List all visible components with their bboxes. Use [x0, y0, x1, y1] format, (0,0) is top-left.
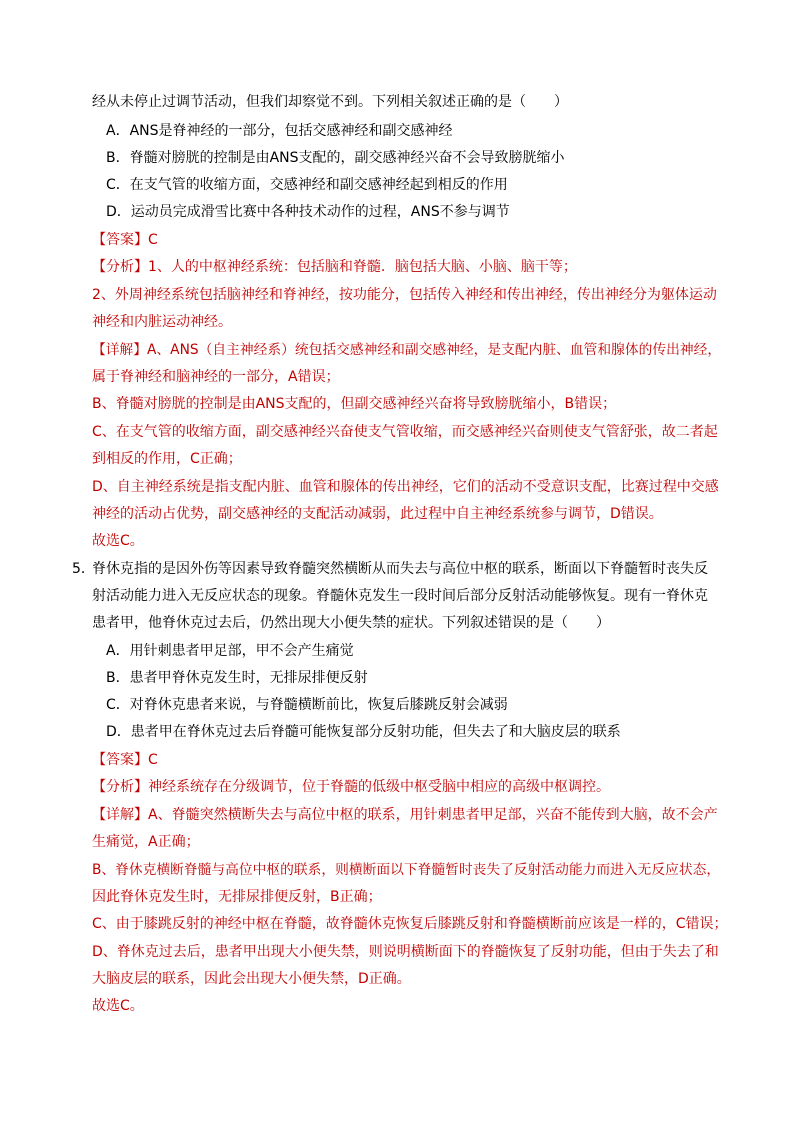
q5-option-d: D．患者甲在脊休克过去后脊髓可能恢复部分反射功能，但失去了和大脑皮层的联系	[106, 724, 621, 740]
q5-analysis-text-1: 神经系统存在分级调节，位于脊髓的低级中枢受脑中相应的高级中枢调控。	[148, 779, 610, 795]
q4-analysis-line-2: 2、外周神经系统包括脑神经和脊神经，按功能分，包括传入神经和传出神经，传出神经分为躯体运动	[92, 287, 717, 303]
q5-detail-line-1	[92, 805, 718, 825]
q4-analysis-text-1: 1、人的中枢神经系统：包括脑和脊髓．脑包括大脑、小脑、脑干等；	[148, 259, 577, 275]
q4-option-c: C．在支气管的收缩方面，交感神经和副交感神经起到相反的作用	[106, 177, 508, 193]
q4-answer	[92, 230, 158, 250]
q5-detail-text-1: A、脊髓突然横断失去与高位中枢的联系，用针刺患者甲足部，兴奋不能传到大脑，故不会产	[148, 807, 718, 823]
q5-stem-line-3: 患者甲，他脊休克过去后，仍然出现大小便失禁的症状。下列叙述错误的是（ ）	[92, 615, 610, 631]
q4-detail-line-2: 属于脊神经和脑神经的一部分，A错误；	[92, 369, 340, 385]
q5-stem-line-2: 射活动能力进入无反应状态的现象。脊髓休克发生一段时间后部分反射活动能够恢复。现有一脊休克	[92, 588, 708, 604]
q4-detail-line-6: D、自主神经系统是指支配内脏、血管和腺体的传出神经，它们的活动不受意识支配，比赛过程中交感	[92, 479, 719, 495]
q5-detail-line-7: 大脑皮层的联系，因此会出现大小便失禁，D正确。	[92, 971, 411, 987]
q5-detail-line-2: 生痛觉，A正确；	[92, 834, 200, 850]
q4-answer-value: C	[148, 232, 158, 248]
q4-detail-line-5: 到相反的作用，C正确；	[92, 451, 242, 467]
q5-answer	[92, 750, 158, 770]
q5-number: 5．	[72, 561, 95, 577]
q4-detail-line-1	[92, 340, 721, 360]
q5-detail-line-3: B、脊休克横断脊髓与高位中枢的联系，则横断面以下脊髓暂时丧失了反射活动能力而进入无反应状态，	[92, 862, 721, 878]
q5-option-c: C．对脊休克患者来说，与脊髓横断前比，恢复后膝跳反射会减弱	[106, 697, 508, 713]
q5-stem-line-1: 脊休克指的是因外伤等因素导致脊髓突然横断从而失去与高位中枢的联系，断面以下脊髓暂时丧失反	[92, 561, 708, 577]
q5-option-a: A．用针刺患者甲足部，甲不会产生痛觉	[106, 643, 354, 659]
q4-option-d: D．运动员完成滑雪比赛中各种技术动作的过程，ANS不参与调节	[106, 204, 510, 220]
q4-detail-line-4: C、在支气管的收缩方面，副交感神经兴奋使支气管收缩，而交感神经兴奋则使支气管舒张，故二者起	[92, 424, 718, 440]
q5-answer-value: C	[148, 752, 158, 768]
q4-detail-line-8: 故选C。	[92, 533, 144, 549]
q4-analysis-line-3: 神经和内脏运动神经。	[92, 314, 232, 330]
q5-detail-line-5: C、由于膝跳反射的神经中枢在脊髓，故脊髓休克恢复后膝跳反射和脊髓横断前应该是一样的，C错误；	[92, 916, 728, 932]
q4-analysis-line-1	[92, 257, 577, 277]
q4-detail-line-7: 神经的活动占优势，副交感神经的支配活动减弱，此过程中自主神经系统参与调节，D错误。	[92, 506, 663, 522]
q4-stem-tail: 经从未停止过调节活动，但我们却察觉不到。下列相关叙述正确的是（ ）	[92, 94, 568, 110]
q5-analysis-tag: 【分析】	[92, 779, 148, 795]
q5-detail-line-8: 故选C。	[92, 998, 144, 1014]
q5-analysis-line-1	[92, 777, 610, 797]
q4-detail-text-1: A、ANS（自主神经系）统包括交感神经和副交感神经，是支配内脏、血管和腺体的传出神经，	[147, 342, 722, 358]
q4-option-b: B．脊髓对膀胱的控制是由ANS支配的，副交感神经兴奋不会导致膀胱缩小	[106, 150, 565, 166]
q5-answer-tag: 【答案】	[92, 752, 148, 768]
q5-detail-line-6: D、脊休克过去后，患者甲出现大小便失禁，则说明横断面下的脊髓恢复了反射功能，但由于失去了和	[92, 944, 719, 960]
q4-detail-tag: 【详解】	[92, 342, 148, 358]
q5-detail-tag: 【详解】	[92, 807, 148, 823]
q5-option-b: B．患者甲脊休克发生时，无排尿排便反射	[106, 670, 368, 686]
q4-answer-tag: 【答案】	[92, 232, 148, 248]
q4-option-a: A．ANS是脊神经的一部分，包括交感神经和副交感神经	[106, 123, 453, 139]
q5-detail-line-4: 因此脊休克发生时，无排尿排便反射，B正确；	[92, 889, 382, 905]
q4-analysis-tag: 【分析】	[92, 259, 148, 275]
q4-detail-line-3: B、脊髓对膀胱的控制是由ANS支配的，但副交感神经兴奋将导致膀胱缩小，B错误；	[92, 396, 617, 412]
